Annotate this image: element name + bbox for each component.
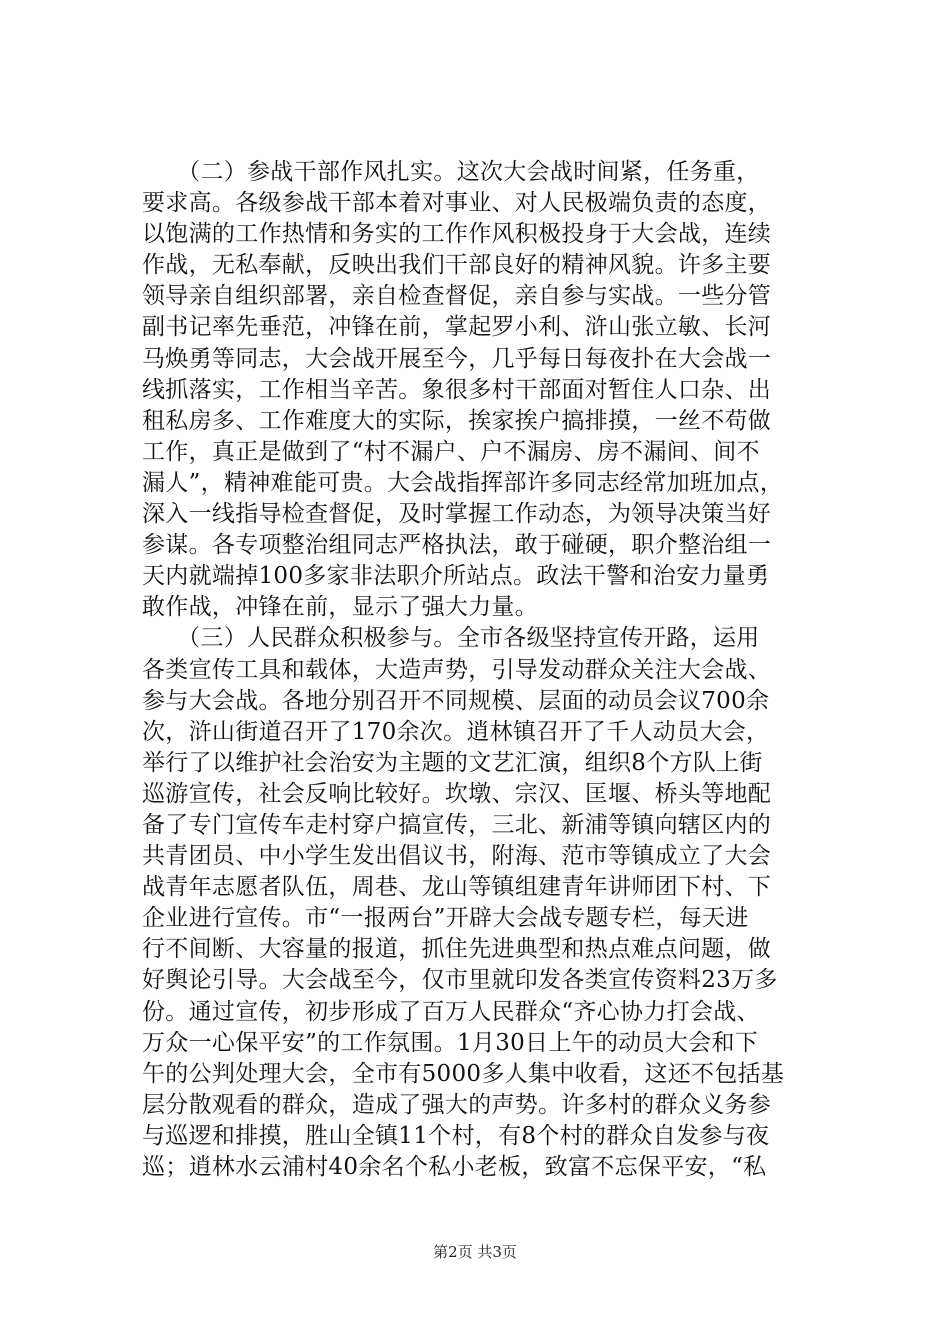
text-line: 企业进行宣传。市“一报两台”开辟大会战专题专栏，每天进 <box>142 905 749 932</box>
text-line: 好舆论引导。大会战至今，仅市里就印发各类宣传资料23万多 <box>142 967 778 994</box>
page-footer: 第2页 共3页 <box>433 1243 517 1261</box>
text-line: 深入一线指导检查督促，及时掌握工作动态，为领导决策当好 <box>142 501 772 528</box>
text-line: 举行了以维护社会治安为主题的文艺汇演，组织8个方队上街 <box>142 749 763 776</box>
text-line: 层分散观看的群众，造成了强大的声势。许多村的群众义务参 <box>142 1091 772 1118</box>
text-line: 副书记率先垂范，冲锋在前，掌起罗小利、浒山张立敏、长河 <box>142 314 772 341</box>
text-line: 领导亲自组织部署，亲自检查督促，亲自参与实战。一些分管 <box>142 283 772 310</box>
text-line: 次，浒山街道召开了170余次。逍林镇召开了千人动员大会， <box>142 718 770 745</box>
text-line: 战青年志愿者队伍，周巷、龙山等镇组建青年讲师团下村、下 <box>142 874 772 901</box>
text-line: 份。通过宣传，初步形成了百万人民群众“齐心协力打会战、 <box>142 998 760 1025</box>
text-line: 巡游宣传，社会反响比较好。坎墩、宗汉、匡堰、桥头等地配 <box>142 780 772 807</box>
text-line: 行不间断、大容量的报道，抓住先进典型和热点难点问题，做 <box>142 936 772 963</box>
text-line: 作战，无私奉献，反映出我们干部良好的精神风貌。许多主要 <box>142 252 772 279</box>
text-line: 工作，真正是做到了“村不漏户、户不漏房、房不漏间、间不 <box>142 438 760 465</box>
document-body <box>142 157 842 1183</box>
text-line: 午的公判处理大会，全市有5000多人集中收看，这还不包括基 <box>142 1060 785 1087</box>
text-line: 敢作战，冲锋在前，显示了强大力量。 <box>142 594 539 621</box>
text-line: （二）参战干部作风扎实。这次大会战时间紧，任务重， <box>142 159 760 185</box>
text-line: 备了专门宣传车走村穿户搞宣传，三北、新浦等镇向辖区内的 <box>142 811 772 838</box>
text-line: 租私房多、工作难度大的实际，挨家挨户搞排摸，一丝不苟做 <box>142 407 772 434</box>
text-line: 与巡逻和排摸，胜山全镇11个村，有8个村的群众自发参与夜 <box>142 1122 770 1149</box>
text-line: 马焕勇等同志，大会战开展至今，几乎每日每夜扑在大会战一 <box>142 345 772 372</box>
text-line: 参与大会战。各地分别召开不同规模、层面的动员会议700余 <box>142 687 770 714</box>
text-line: 天内就端掉100多家非法职介所站点。政法干警和治安力量勇 <box>142 563 770 590</box>
text-line: 参谋。各专项整治组同志严格执法，敢于碰硬，职介整治组一 <box>142 532 772 559</box>
text-line: 万众一心保平安”的工作氛围。1月30日上午的动员大会和下 <box>142 1029 759 1056</box>
text-line: 要求高。各级参战干部本着对事业、对人民极端负责的态度， <box>142 190 772 217</box>
text-line: 各类宣传工具和载体，大造声势，引导发动群众关注大会战、 <box>142 656 772 683</box>
text-line: 漏人”，精神难能可贵。大会战指挥部许多同志经常加班加点， <box>142 469 784 496</box>
text-line: （三）人民群众积极参与。全市各级坚持宣传开路，运用 <box>142 625 760 652</box>
text-line: 以饱满的工作热情和务实的工作作风积极投身于大会战，连续 <box>142 221 772 248</box>
text-line: 线抓落实，工作相当辛苦。象很多村干部面对暂住人口杂、出 <box>142 376 772 403</box>
text-line: 共青团员、中小学生发出倡议书，附海、范市等镇成立了大会 <box>142 843 772 870</box>
text-line: 巡；逍林水云浦村40余名个私小老板，致富不忘保平安，“私 <box>142 1154 767 1180</box>
